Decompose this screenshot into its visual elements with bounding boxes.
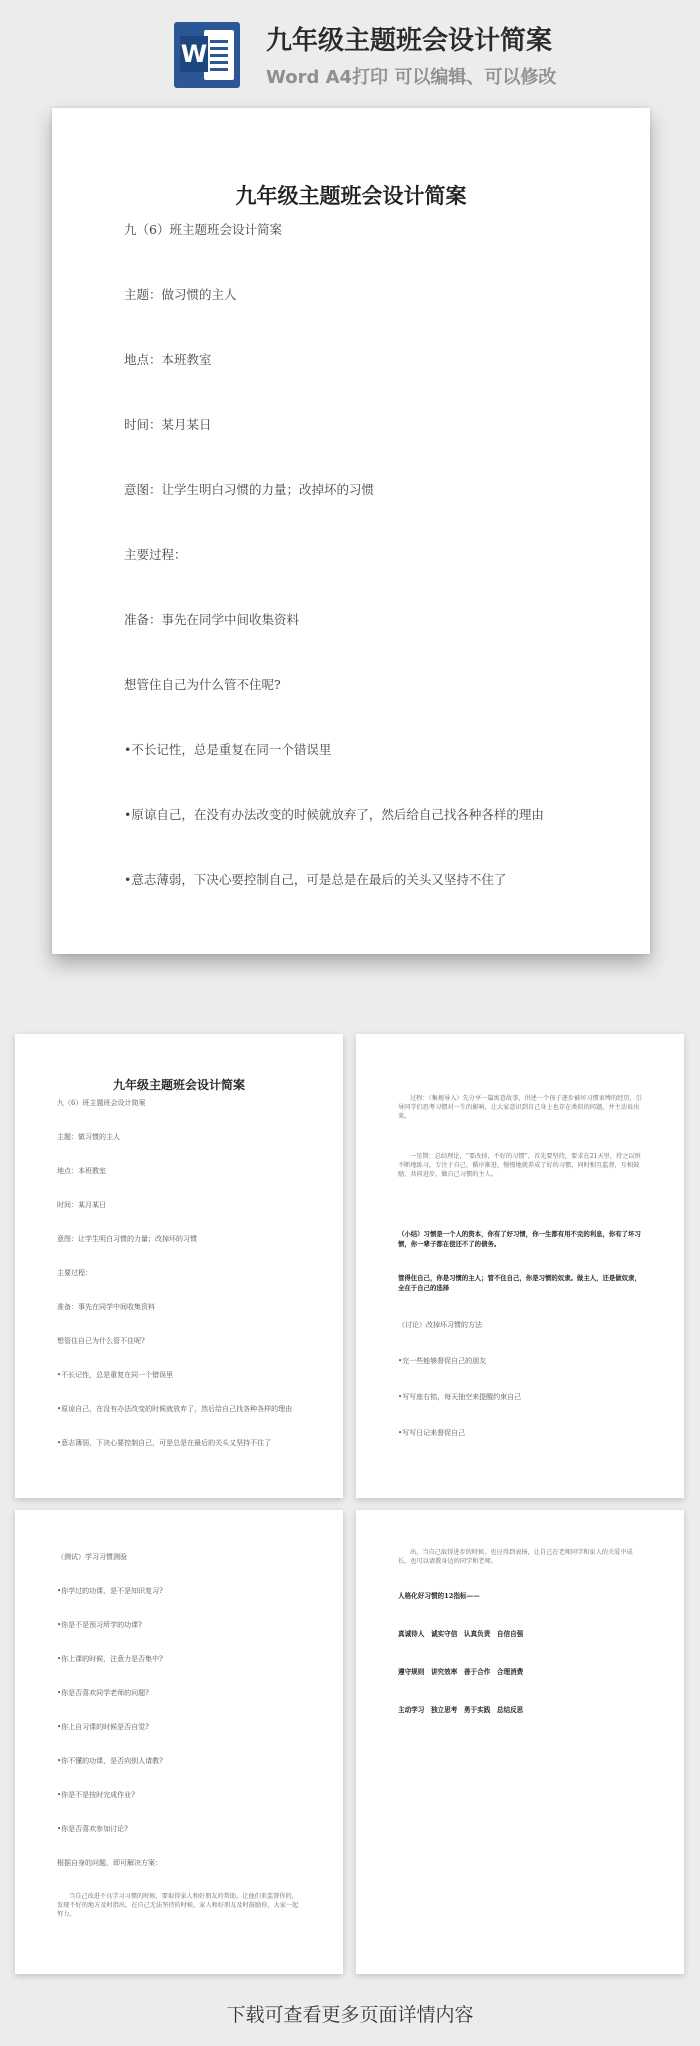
thumb-line: •写写日记来督促自己 bbox=[398, 1429, 466, 1437]
doc-line: 九（6）班主题班会设计简案 bbox=[124, 222, 282, 237]
thumb-paragraph: 一星期：总结理论，“要改掉，不好的习惯”，首先要坚持，要求在21天里，持之以恒不断地练习，专注于自己，循序渐进，慢慢地就养成了好的习惯，同时相互监督，互相鼓励，共同进步，做自己习惯的主人。 bbox=[398, 1153, 641, 1178]
thumb-bold-paragraph: 管得住自己，你是习惯的主人；管不住自己，你是习惯的奴隶。做主人，还是做奴隶，全在于自己的选择 bbox=[398, 1274, 641, 1292]
doc-line: 地点：本班教室 bbox=[124, 352, 212, 367]
download-more-link[interactable]: 下载可查看更多页面详情内容 bbox=[226, 2004, 474, 2026]
page-thumbnail-4[interactable] bbox=[356, 1510, 684, 1974]
header-subtitle: Word A4打印 可以编辑、可以修改 bbox=[266, 67, 557, 88]
thumb-line: 根据自身的问题，即可解决方案： bbox=[57, 1859, 162, 1867]
doc-line: •不长记性，总是重复在同一个错误里 bbox=[124, 742, 332, 757]
page-thumbnail-1[interactable] bbox=[15, 1034, 343, 1498]
thumb-line: •你是否喜欢参加讨论? bbox=[57, 1825, 128, 1833]
doc-line: 想管住自己为什么管不住呢? bbox=[124, 677, 281, 692]
thumb-line: •你是否喜欢同学老师的问题? bbox=[57, 1689, 149, 1697]
page-thumbnail-2[interactable] bbox=[356, 1034, 684, 1498]
thumb-line: •完一些能够督促自己的朋友 bbox=[398, 1357, 487, 1365]
thumb-line: （讨论）改掉坏习惯的方法 bbox=[398, 1321, 482, 1329]
thumb-line: 地点：本班教室 bbox=[57, 1167, 106, 1175]
thumb-line: •写写座右铭，每天抽空来提醒约束自己 bbox=[398, 1393, 522, 1401]
thumb-line: 想管住自己为什么管不住呢? bbox=[57, 1337, 145, 1345]
doc-line: 主题：做习惯的主人 bbox=[124, 287, 237, 302]
thumb-line: （测试）学习习惯测验 bbox=[57, 1553, 127, 1561]
thumb-line: •你不懂的功课，是否向别人请教? bbox=[57, 1757, 163, 1765]
thumb-line: 主要过程： bbox=[57, 1269, 92, 1277]
thumb-line: 主题：做习惯的主人 bbox=[57, 1133, 120, 1141]
header-title: 九年级主题班会设计简案 bbox=[266, 26, 553, 56]
doc-line: •意志薄弱，下决心要控制自己，可是总是在最后的关头又坚持不住了 bbox=[124, 872, 507, 887]
doc-line: 主要过程： bbox=[124, 547, 187, 562]
word-document-icon bbox=[174, 22, 240, 88]
thumb-line: 时间：某月某日 bbox=[57, 1201, 106, 1209]
thumb-trait-row: 遵守规则 讲究效率 善于合作 合理消费 bbox=[398, 1668, 524, 1676]
thumb-line: •你是不是按时完成作业? bbox=[57, 1791, 135, 1799]
thumb-trait-row: 真诚待人 诚实守信 认真负责 自信自强 bbox=[398, 1630, 524, 1638]
thumb-line: •你学过的功课，是不是知识复习? bbox=[57, 1587, 163, 1595]
thumb-line: 准备：事先在同学中间收集资料 bbox=[57, 1303, 155, 1311]
thumb-paragraph: 过程：（集规导入）先分享一篇寓意故事，讲述一个孩子逐步被坏习惯束缚的经历，引导同学们思考习惯对一生的影响，让大家意识到自己身上也存在类似的问题，并主动说出来。 bbox=[398, 1095, 643, 1120]
thumb-line: •你是不是预习所学的功课? bbox=[57, 1621, 142, 1629]
thumb-line: •你上课的时候，注意力是否集中? bbox=[57, 1655, 163, 1663]
thumb-trait-row: 主动学习 独立思考 勇于实践 总结反思 bbox=[398, 1706, 524, 1714]
doc-line: 意图：让学生明白习惯的力量；改掉坏的习惯 bbox=[124, 482, 375, 497]
thumb-line: •原谅自己，在没有办法改变的时候就放弃了，然后给自己找各种各样的理由 bbox=[57, 1405, 293, 1413]
doc-line: 准备：事先在同学中间收集资料 bbox=[124, 612, 300, 627]
thumb-heading: 人格化好习惯的12指标—— bbox=[398, 1592, 480, 1600]
doc-line: •原谅自己，在没有办法改变的时候就放弃了，然后给自己找各种各样的理由 bbox=[124, 807, 544, 822]
thumb-line: 意图：让学生明白习惯的力量；改掉坏的习惯 bbox=[57, 1235, 197, 1243]
thumb-bold-paragraph: （小结）习惯是一个人的资本，你有了好习惯，你一生都有用不完的利息，你有了坏习惯，你一辈子都在偿还不了的债务。 bbox=[398, 1230, 641, 1248]
thumb-paragraph: 当自己改进不良学习习惯的时候，要取得家人和好朋友的帮助，让他们来监督你的，发现不好的地方及时指出，在自己无法坚持的时候，家人和好朋友及时鼓励你，大家一起努力。 bbox=[57, 1893, 299, 1918]
thumb-line: 九（6）班主题班会设计简案 bbox=[57, 1099, 146, 1107]
main-page-preview bbox=[52, 108, 650, 954]
word-letter: W bbox=[180, 36, 208, 72]
thumb-title: 九年级主题班会设计简案 bbox=[112, 1078, 245, 1092]
header bbox=[0, 0, 700, 100]
thumb-line: •不长记性，总是重复在同一个错误里 bbox=[57, 1371, 174, 1379]
doc-line: 时间：某月某日 bbox=[124, 417, 212, 432]
page-title: 九年级主题班会设计简案 bbox=[235, 183, 467, 208]
page-thumbnail-3[interactable] bbox=[15, 1510, 343, 1974]
thumb-paragraph: 出，当自己取得进步的时候，也应得到表扬，让自己在老师同学和家人的关爱中成长，也可以请教身边的同学和老师。 bbox=[398, 1549, 633, 1565]
thumb-line: •你上自习课的时候是否自觉? bbox=[57, 1723, 149, 1731]
thumb-line: •意志薄弱，下决心要控制自己，可是总是在最后的关头又坚持不住了 bbox=[57, 1439, 272, 1447]
